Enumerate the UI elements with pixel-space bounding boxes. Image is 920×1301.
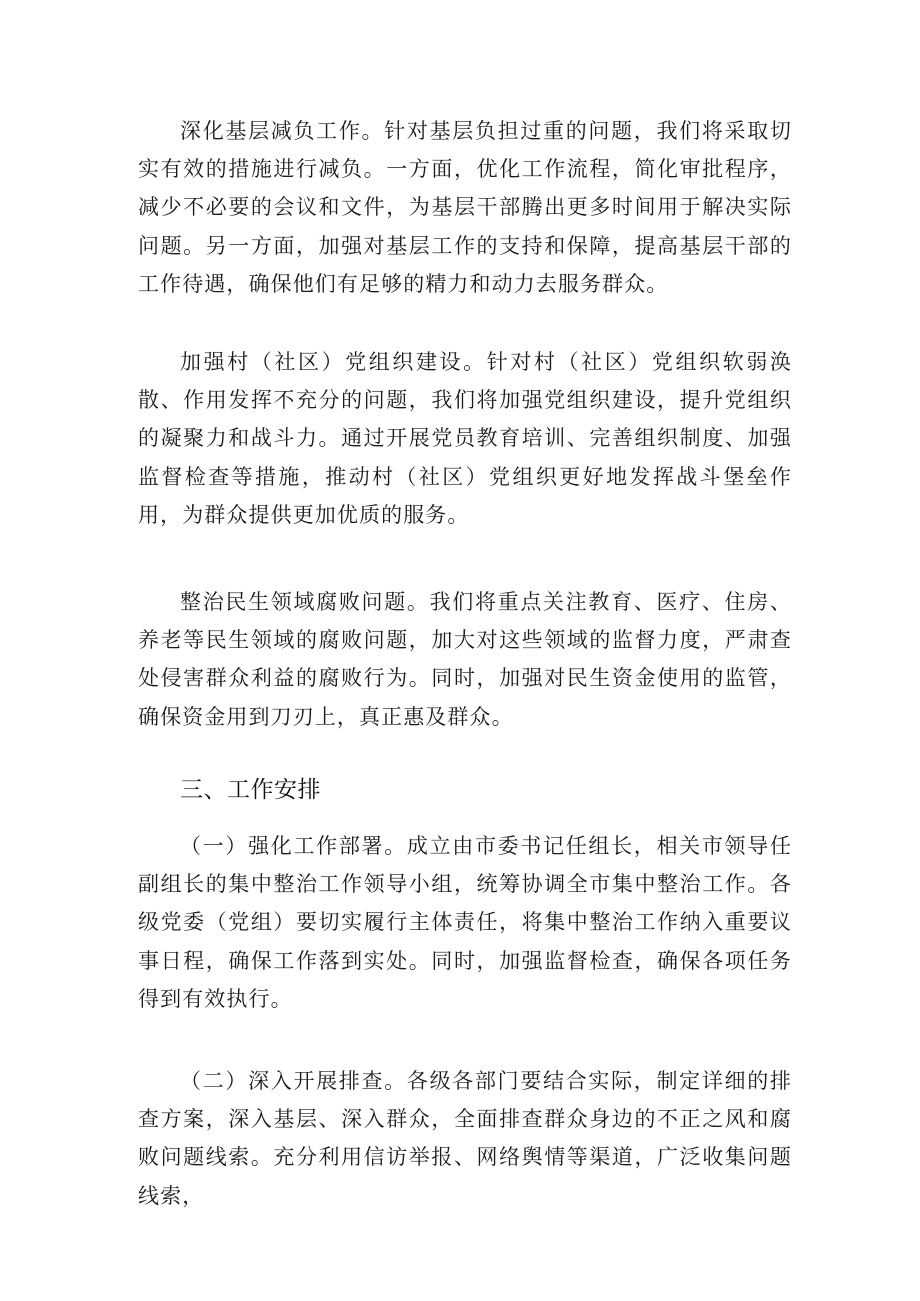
paragraph-reduce-burden: 深化基层减负工作。针对基层负担过重的问题，我们将采取切实有效的措施进行减负。一方面，优化工作流程，简化审批程序，减少不必要的会议和文件，为基层干部腾出更多时间用于解决实际问题。另一方面，加强对基层工作的支持和保障，提高基层干部的工作待遇，确保他们有足够的精力和动力去服务群众。 — [138, 119, 792, 296]
paragraph-work-deployment: （一）强化工作部署。成立由市委书记任组长，相关市领导任副组长的集中整治工作领导小组，统筹协调全市集中整治工作。各级党委（党组）要切实履行主体责任，将集中整治工作纳入重要议事日程，确保工作落到实处。同时，加强监督检查，确保各项任务得到有效执行。 — [138, 834, 792, 1011]
section-heading: 三、工作安排 — [180, 777, 321, 803]
paragraph-party-organization: 加强村（社区）党组织建设。针对村（社区）党组织软弱涣散、作用发挥不充分的问题，我们将加强党组织建设，提升党组织的凝聚力和战斗力。通过开展党员教育培训、完善组织制度、加强监督检查等措施，推动村（社区）党组织更好地发挥战斗堡垒作用，为群众提供更加优质的服务。 — [138, 350, 792, 527]
paragraph-investigation: （二）深入开展排查。各级各部门要结合实际，制定详细的排查方案，深入基层、深入群众，全面排查群众身边的不正之风和腐败问题线索。充分利用信访举报、网络舆情等渠道，广泛收集问题线索， — [138, 1069, 792, 1208]
paragraph-livelihood-corruption: 整治民生领域腐败问题。我们将重点关注教育、医疗、住房、养老等民生领域的腐败问题，加大对这些领域的监督力度，严肃查处侵害群众利益的腐败行为。同时，加强对民生资金使用的监管，确保资金用到刀刃上，真正惠及群众。 — [138, 590, 792, 729]
